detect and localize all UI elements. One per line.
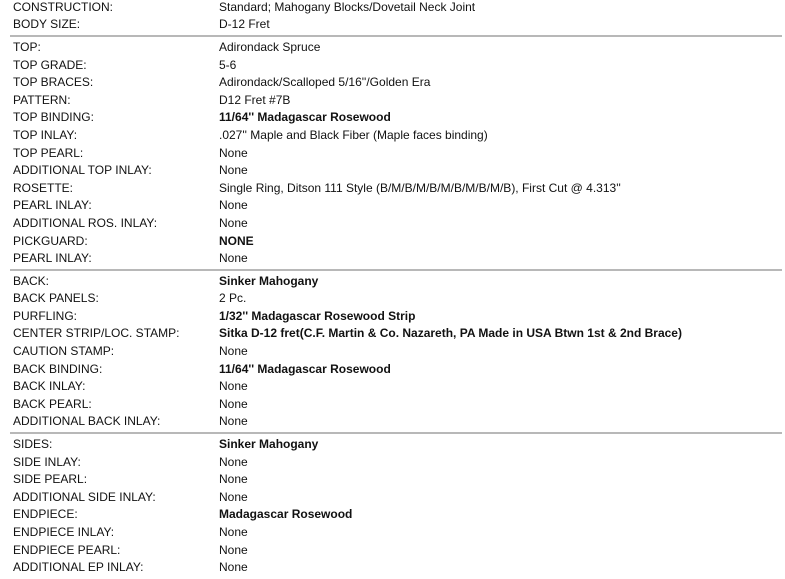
spec-label: BACK PEARL:	[13, 396, 92, 411]
spec-value: None	[219, 489, 248, 504]
spec-row	[10, 470, 782, 488]
spec-row	[10, 109, 782, 127]
spec-value: D-12 Fret	[219, 17, 270, 32]
spec-row	[10, 272, 782, 290]
spec-label: PEARL INLAY:	[13, 198, 92, 213]
spec-label: ENDPIECE:	[13, 507, 78, 522]
spec-value: 11/64'' Madagascar Rosewood	[219, 110, 391, 125]
spec-row	[10, 56, 782, 74]
spec-row	[10, 506, 782, 524]
spec-value: .027'' Maple and Black Fiber (Maple faces binding)	[219, 127, 488, 142]
spec-label: ADDITIONAL ROS. INLAY:	[13, 215, 158, 230]
spec-label: PICKGUARD:	[13, 233, 88, 248]
spec-value: D12 Fret #7B	[219, 92, 291, 107]
spec-label: ADDITIONAL EP INLAY:	[13, 560, 144, 575]
spec-value: None	[219, 344, 248, 359]
spec-label: CENTER STRIP/LOC. STAMP:	[13, 326, 180, 341]
spec-value: None	[219, 251, 248, 266]
spec-value: Sinker Mahogany	[219, 437, 319, 452]
spec-value: Adirondack/Scalloped 5/16''/Golden Era	[219, 75, 431, 90]
spec-value: NONE	[219, 233, 254, 248]
spec-value: None	[219, 525, 248, 540]
spec-value: Adirondack Spruce	[219, 39, 321, 54]
spec-row	[10, 558, 782, 576]
spec-label: PEARL INLAY:	[13, 251, 92, 266]
spec-row	[10, 179, 782, 197]
spec-label: BACK:	[13, 273, 50, 288]
spec-row	[10, 307, 782, 325]
spec-row	[10, 413, 782, 431]
spec-value: 5-6	[219, 57, 237, 72]
spec-value: Standard; Mahogany Blocks/Dovetail Neck Joint	[219, 0, 476, 14]
spec-value: None	[219, 198, 248, 213]
spec-value: None	[219, 145, 248, 160]
spec-value: None	[219, 215, 248, 230]
spec-value: Sinker Mahogany	[219, 273, 319, 288]
spec-row	[10, 360, 782, 378]
spec-row	[10, 91, 782, 109]
spec-label: BACK INLAY:	[13, 379, 86, 394]
spec-label: PATTERN:	[13, 92, 71, 107]
spec-row	[10, 161, 782, 179]
spec-row	[10, 0, 782, 16]
spec-value: None	[219, 560, 248, 575]
spec-row	[10, 197, 782, 215]
spec-row	[10, 395, 782, 413]
spec-label: BACK PANELS:	[13, 291, 99, 306]
spec-row	[10, 435, 782, 453]
spec-row	[10, 453, 782, 471]
spec-label: ADDITIONAL TOP INLAY:	[13, 163, 152, 178]
spec-label: ADDITIONAL SIDE INLAY:	[13, 489, 156, 504]
spec-value: 1/32'' Madagascar Rosewood Strip	[219, 308, 416, 323]
spec-value: 2 Pc.	[219, 291, 247, 306]
spec-value: Single Ring, Ditson 111 Style (B/M/B/M/B/M/B/M/B/M/B), First Cut @ 4.313''	[219, 180, 621, 195]
spec-row	[10, 144, 782, 162]
spec-label: TOP BRACES:	[13, 75, 94, 90]
spec-row	[10, 488, 782, 506]
spec-row	[10, 541, 782, 559]
spec-value: None	[219, 396, 248, 411]
spec-row	[10, 249, 782, 267]
spec-label: SIDE PEARL:	[13, 472, 88, 487]
spec-label: ROSETTE:	[13, 180, 74, 195]
spec-row	[10, 214, 782, 232]
spec-row	[10, 325, 782, 343]
spec-label: SIDES:	[13, 437, 53, 452]
spec-label: PURFLING:	[13, 308, 78, 323]
spec-row	[10, 16, 782, 34]
spec-label: TOP:	[13, 39, 41, 54]
spec-value: 11/64'' Madagascar Rosewood	[219, 361, 391, 376]
spec-value: None	[219, 379, 248, 394]
spec-label: BODY SIZE:	[13, 17, 81, 32]
spec-label: CAUTION STAMP:	[13, 344, 115, 359]
spec-value: None	[219, 454, 248, 469]
spec-row	[10, 232, 782, 250]
spec-label: TOP GRADE:	[13, 57, 87, 72]
spec-value: None	[219, 163, 248, 178]
spec-label: TOP INLAY:	[13, 127, 78, 142]
spec-label: CONSTRUCTION:	[13, 0, 113, 14]
spec-label: SIDE INLAY:	[13, 454, 81, 469]
spec-value: None	[219, 542, 248, 557]
spec-value: Madagascar Rosewood	[219, 507, 353, 522]
spec-value: Sitka D-12 fret(C.F. Martin & Co. Nazareth, PA Made in USA Btwn 1st & 2nd Brace)	[219, 326, 682, 341]
spec-row	[10, 73, 782, 91]
spec-value: None	[219, 414, 248, 429]
back-section	[10, 269, 782, 432]
spec-label: ENDPIECE INLAY:	[13, 525, 115, 540]
sides-section	[10, 432, 782, 578]
spec-label: ENDPIECE PEARL:	[13, 542, 121, 557]
spec-row	[10, 126, 782, 144]
top-section	[10, 35, 782, 269]
spec-row	[10, 523, 782, 541]
spec-row	[10, 290, 782, 308]
spec-label: TOP PEARL:	[13, 145, 84, 160]
spec-row	[10, 377, 782, 395]
construction-section	[10, 0, 782, 35]
spec-row	[10, 342, 782, 360]
spec-row	[10, 38, 782, 56]
spec-label: BACK BINDING:	[13, 361, 103, 376]
spec-label: TOP BINDING:	[13, 110, 94, 125]
spec-label: ADDITIONAL BACK INLAY:	[13, 414, 161, 429]
spec-value: None	[219, 472, 248, 487]
